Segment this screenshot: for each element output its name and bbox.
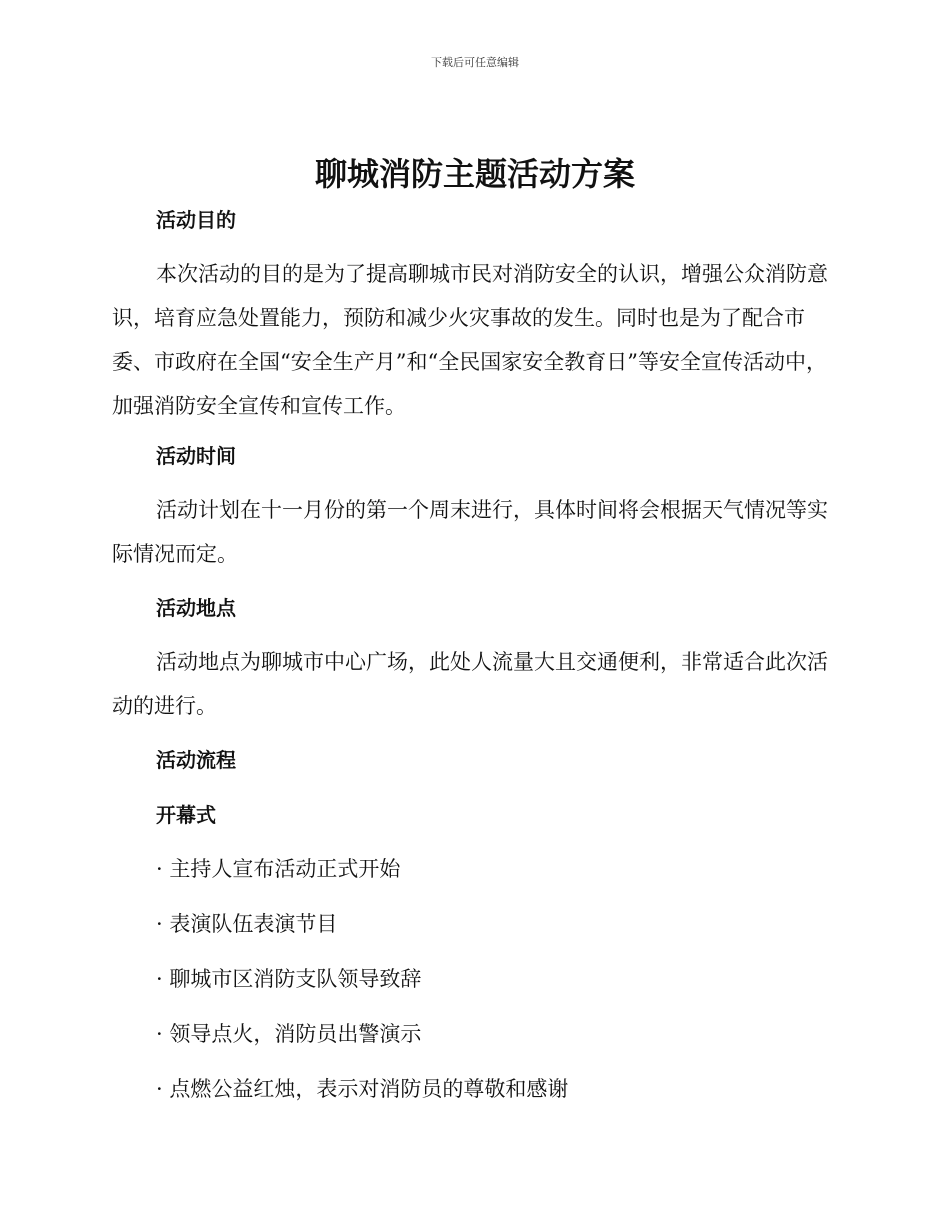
section-heading-process: 活动流程 <box>156 748 236 772</box>
section-heading-opening: 开幕式 <box>156 803 216 827</box>
list-item: · 点燃公益红烛，表示对消防员的尊敬和感谢 <box>156 1077 569 1101</box>
section-heading-time: 活动时间 <box>156 444 236 468</box>
list-item: · 领导点火，消防员出警演示 <box>156 1022 422 1046</box>
section-heading-purpose: 活动目的 <box>156 208 236 232</box>
list-item: · 聊城市区消防支队领导致辞 <box>156 967 422 991</box>
list-item: · 主持人宣布活动正式开始 <box>156 857 401 881</box>
section-paragraph-location: 活动地点为聊城市中心广场，此处人流量大且交通便利，非常适合此次活动的进行。 <box>112 650 828 718</box>
section-heading-location: 活动地点 <box>156 596 236 620</box>
section-paragraph-time: 活动计划在十一月份的第一个周末进行，具体时间将会根据天气情况等实际情况而定。 <box>112 498 828 566</box>
list-item: · 表演队伍表演节目 <box>156 912 338 936</box>
section-paragraph-purpose: 本次活动的目的是为了提高聊城市民对消防安全的认识，增强公众消防意识，培育应急处置能力，预防和减少火灾事故的发生。同时也是为了配合市委、市政府在全国“安全生产月”和“全民国家安全教育日”等安全宣传活动中，加强消防安全宣传和宣传工作。 <box>112 262 828 418</box>
page-header-note: 下载后可任意编辑 <box>431 56 519 69</box>
document-title: 聊城消防主题活动方案 <box>314 155 635 193</box>
